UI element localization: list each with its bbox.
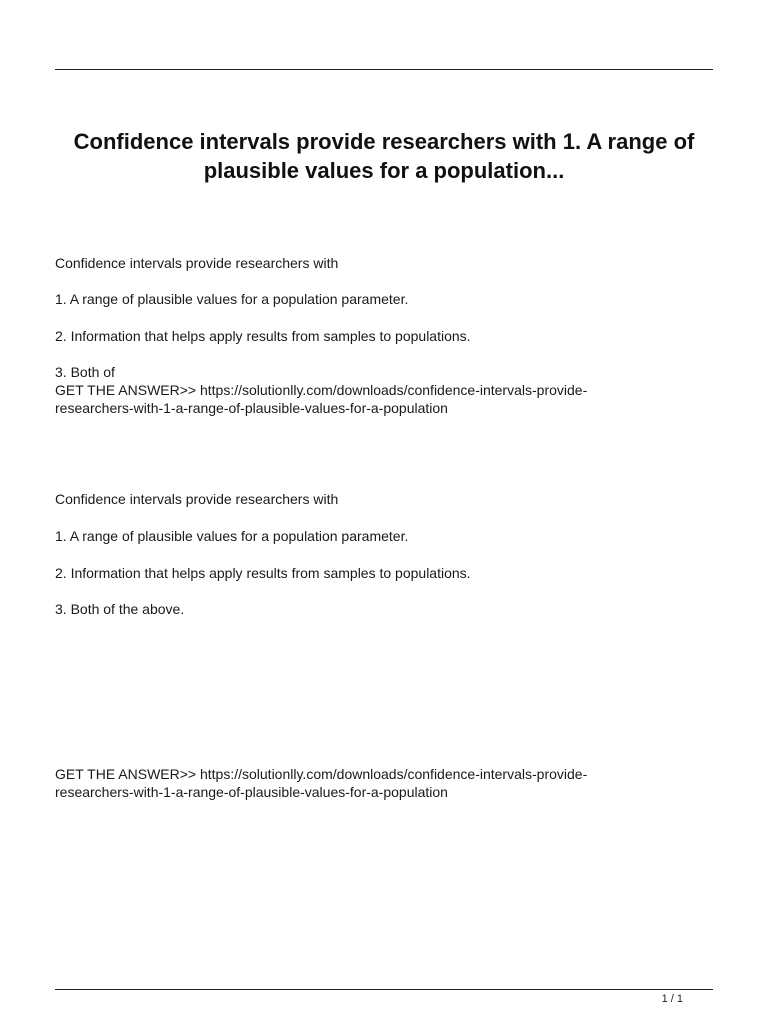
block1-item-3: 3. Both of bbox=[55, 364, 115, 380]
block2-intro: Confidence intervals provide researchers with bbox=[55, 491, 339, 507]
header-divider bbox=[55, 69, 713, 70]
block2-item-3: 3. Both of the above. bbox=[55, 601, 185, 617]
block1-answer-link-line-1: GET THE ANSWER>> https://solutionlly.com/downloads/confidence-intervals-provide- bbox=[55, 382, 588, 398]
footer-answer-link-line-1: GET THE ANSWER>> https://solutionlly.com/downloads/confidence-intervals-provide- bbox=[55, 766, 588, 782]
page-number: 1 / 1 bbox=[661, 993, 683, 1005]
block1-answer-link-line-2: researchers-with-1-a-range-of-plausible-values-for-a-population bbox=[55, 400, 448, 416]
footer-divider bbox=[55, 989, 713, 990]
block1-item-2: 2. Information that helps apply results from samples to populations. bbox=[55, 328, 471, 344]
block2-item-2: 2. Information that helps apply results from samples to populations. bbox=[55, 565, 471, 581]
title-line-2: plausible values for a population... bbox=[203, 158, 565, 183]
footer-answer-link-line-2: researchers-with-1-a-range-of-plausible-values-for-a-population bbox=[55, 784, 448, 800]
title-line-1: Confidence intervals provide researchers with 1. A range of bbox=[73, 129, 695, 154]
document-title bbox=[40, 127, 728, 185]
block1-intro: Confidence intervals provide researchers with bbox=[55, 255, 339, 271]
block1-item-1: 1. A range of plausible values for a population parameter. bbox=[55, 291, 409, 307]
block2-item-1: 1. A range of plausible values for a population parameter. bbox=[55, 528, 409, 544]
